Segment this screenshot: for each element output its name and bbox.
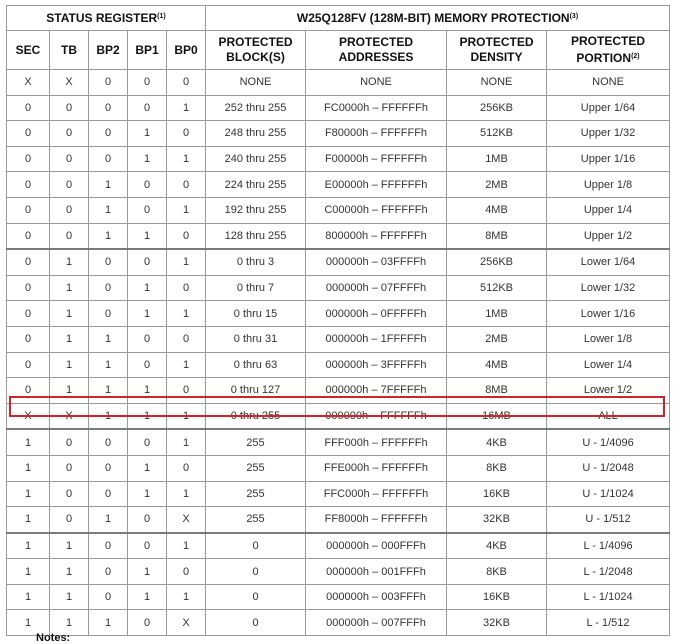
table-row — [7, 197, 670, 223]
col-protected-portion: PROTECTED PORTION$^{(2)}$ — [547, 31, 670, 70]
cell-bp1: 0 — [128, 610, 167, 636]
cell-bp2: 0 — [89, 121, 128, 147]
cell-bp1: 0 — [128, 197, 167, 223]
cell-addresses: NONE — [306, 70, 447, 96]
cell-tb: 0 — [50, 429, 89, 455]
cell-density: 2MB — [447, 172, 547, 198]
col-protected-blocks: PROTECTED BLOCK(S) — [206, 31, 306, 70]
cell-sec: 0 — [7, 249, 50, 275]
cell-addresses: FFF000h – FFFFFFh — [306, 429, 447, 455]
cell-bp2: 1 — [89, 223, 128, 249]
cell-blocks: 192 thru 255 — [206, 197, 306, 223]
cell-bp1: 1 — [128, 455, 167, 481]
cell-tb: 0 — [50, 481, 89, 507]
cell-bp1: 1 — [128, 121, 167, 147]
cell-bp1: 1 — [128, 275, 167, 301]
cell-sec: 0 — [7, 301, 50, 327]
col-bp2: BP2 — [89, 31, 128, 70]
cell-blocks: 255 — [206, 507, 306, 533]
cell-bp2: 0 — [89, 559, 128, 585]
cell-bp0: 0 — [167, 378, 206, 404]
cell-sec: 1 — [7, 507, 50, 533]
cell-density: 4KB — [447, 533, 547, 559]
cell-bp2: 0 — [89, 301, 128, 327]
cell-tb: 0 — [50, 507, 89, 533]
cell-blocks: 0 — [206, 559, 306, 585]
cell-bp2: 0 — [89, 429, 128, 455]
cell-blocks: NONE — [206, 70, 306, 96]
cell-bp0: 1 — [167, 403, 206, 429]
cell-portion: U - 1/4096 — [547, 429, 670, 455]
cell-bp2: 1 — [89, 507, 128, 533]
cell-blocks: 248 thru 255 — [206, 121, 306, 147]
cell-sec: X — [7, 70, 50, 96]
cell-bp2: 1 — [89, 610, 128, 636]
cell-portion: Upper 1/64 — [547, 95, 670, 121]
cell-bp0: 1 — [167, 481, 206, 507]
cell-blocks: 0 — [206, 533, 306, 559]
cell-tb: 1 — [50, 301, 89, 327]
table-row — [7, 533, 670, 559]
cell-bp0: 1 — [167, 146, 206, 172]
cell-density: 512KB — [447, 275, 547, 301]
cell-addresses: 000000h – 1FFFFFh — [306, 326, 447, 352]
cell-bp0: X — [167, 507, 206, 533]
cell-bp0: 0 — [167, 559, 206, 585]
cell-bp0: 1 — [167, 429, 206, 455]
cell-addresses: C00000h – FFFFFFh — [306, 197, 447, 223]
cell-blocks: 0 thru 63 — [206, 352, 306, 378]
cell-bp0: 0 — [167, 172, 206, 198]
cell-bp2: 0 — [89, 249, 128, 275]
cell-tb: 1 — [50, 610, 89, 636]
cell-portion: Lower 1/16 — [547, 301, 670, 327]
cell-addresses: 000000h – 001FFFh — [306, 559, 447, 585]
cell-bp1: 1 — [128, 146, 167, 172]
cell-bp1: 1 — [128, 301, 167, 327]
cell-tb: 1 — [50, 559, 89, 585]
cell-tb: X — [50, 403, 89, 429]
cell-addresses: 000000h – 03FFFFh — [306, 249, 447, 275]
cell-sec: X — [7, 403, 50, 429]
cell-bp1: 1 — [128, 223, 167, 249]
cell-blocks: 224 thru 255 — [206, 172, 306, 198]
cell-bp2: 1 — [89, 403, 128, 429]
cell-tb: 1 — [50, 533, 89, 559]
cell-addresses: F80000h – FFFFFFh — [306, 121, 447, 147]
cell-tb: 0 — [50, 146, 89, 172]
cell-blocks: 0 — [206, 584, 306, 610]
cell-blocks: 255 — [206, 481, 306, 507]
cell-portion: U - 1/512 — [547, 507, 670, 533]
cell-bp1: 0 — [128, 507, 167, 533]
cell-bp0: 1 — [167, 352, 206, 378]
table-row — [7, 95, 670, 121]
cell-bp1: 0 — [128, 326, 167, 352]
cell-bp1: 0 — [128, 95, 167, 121]
col-tb: TB — [50, 31, 89, 70]
cell-portion: Upper 1/2 — [547, 223, 670, 249]
cell-tb: 1 — [50, 378, 89, 404]
cell-blocks: 252 thru 255 — [206, 95, 306, 121]
cell-tb: 1 — [50, 326, 89, 352]
cell-density: 32KB — [447, 610, 547, 636]
cell-portion: Lower 1/64 — [547, 249, 670, 275]
cell-bp1: 0 — [128, 352, 167, 378]
cell-sec: 0 — [7, 326, 50, 352]
cell-portion: NONE — [547, 70, 670, 96]
cell-addresses: 000000h – FFFFFFh — [306, 403, 447, 429]
cell-tb: 1 — [50, 275, 89, 301]
cell-bp0: 1 — [167, 533, 206, 559]
cell-bp2: 0 — [89, 146, 128, 172]
cell-addresses: 000000h – 7FFFFFh — [306, 378, 447, 404]
table-row — [7, 481, 670, 507]
col-protected-addresses: PROTECTED ADDRESSES — [306, 31, 447, 70]
cell-bp2: 0 — [89, 455, 128, 481]
cell-bp1: 0 — [128, 172, 167, 198]
cell-portion: ALL — [547, 403, 670, 429]
cell-blocks: 0 thru 31 — [206, 326, 306, 352]
cell-density: 4KB — [447, 429, 547, 455]
cell-density: 512KB — [447, 121, 547, 147]
cell-bp0: X — [167, 610, 206, 636]
table-row — [7, 507, 670, 533]
cell-addresses: FF8000h – FFFFFFh — [306, 507, 447, 533]
cell-sec: 0 — [7, 146, 50, 172]
cell-addresses: FC0000h – FFFFFFh — [306, 95, 447, 121]
cell-density: 256KB — [447, 95, 547, 121]
cell-blocks: 128 thru 255 — [206, 223, 306, 249]
cell-portion: L - 1/1024 — [547, 584, 670, 610]
cell-sec: 0 — [7, 378, 50, 404]
cell-tb: 1 — [50, 249, 89, 275]
cell-addresses: 000000h – 0FFFFFh — [306, 301, 447, 327]
col-protected-density: PROTECTED DENSITY — [447, 31, 547, 70]
cell-sec: 1 — [7, 559, 50, 585]
cell-portion: Lower 1/4 — [547, 352, 670, 378]
table-row — [7, 429, 670, 455]
cell-sec: 0 — [7, 352, 50, 378]
cell-density: 4MB — [447, 352, 547, 378]
table-row — [7, 249, 670, 275]
table-row — [7, 70, 670, 96]
table-row — [7, 584, 670, 610]
table-row — [7, 352, 670, 378]
cell-sec: 1 — [7, 455, 50, 481]
cell-bp2: 1 — [89, 378, 128, 404]
cell-sec: 0 — [7, 121, 50, 147]
cell-bp2: 1 — [89, 352, 128, 378]
cell-bp2: 0 — [89, 533, 128, 559]
cell-addresses: FFE000h – FFFFFFh — [306, 455, 447, 481]
status-register-header: STATUS REGISTER$^{(1)}$ — [7, 6, 206, 31]
cell-bp1: 1 — [128, 559, 167, 585]
table-row — [7, 121, 670, 147]
cell-portion: Upper 1/16 — [547, 146, 670, 172]
cell-density: 8MB — [447, 223, 547, 249]
cell-sec: 1 — [7, 610, 50, 636]
cell-sec: 1 — [7, 584, 50, 610]
cell-sec: 0 — [7, 223, 50, 249]
cell-bp0: 0 — [167, 121, 206, 147]
cell-tb: 0 — [50, 95, 89, 121]
cell-bp1: 0 — [128, 70, 167, 96]
cell-blocks: 240 thru 255 — [206, 146, 306, 172]
cell-bp2: 0 — [89, 275, 128, 301]
cell-blocks: 255 — [206, 429, 306, 455]
cell-sec: 1 — [7, 533, 50, 559]
cell-bp2: 0 — [89, 481, 128, 507]
cell-bp2: 1 — [89, 197, 128, 223]
table-row — [7, 275, 670, 301]
cell-portion: L - 1/512 — [547, 610, 670, 636]
cell-tb: 1 — [50, 584, 89, 610]
memory-protection-header: W25Q128FV (128M-BIT) MEMORY PROTECTION$^{(3)}$ — [206, 6, 670, 31]
cell-density: 1MB — [447, 301, 547, 327]
table-row — [7, 326, 670, 352]
cell-sec: 0 — [7, 172, 50, 198]
cell-density: 8MB — [447, 378, 547, 404]
cell-sec: 0 — [7, 197, 50, 223]
cell-addresses: F00000h – FFFFFFh — [306, 146, 447, 172]
cell-density: 16KB — [447, 584, 547, 610]
cell-tb: 0 — [50, 223, 89, 249]
cell-tb: X — [50, 70, 89, 96]
cell-tb: 0 — [50, 455, 89, 481]
cell-addresses: 000000h – 007FFFh — [306, 610, 447, 636]
cell-addresses: FFC000h – FFFFFFh — [306, 481, 447, 507]
col-sec: SEC — [7, 31, 50, 70]
table-row — [7, 378, 670, 404]
cell-portion: Upper 1/4 — [547, 197, 670, 223]
cell-bp2: 0 — [89, 95, 128, 121]
table-body — [7, 70, 670, 636]
cell-tb: 0 — [50, 172, 89, 198]
cell-bp2: 0 — [89, 584, 128, 610]
cell-density: 32KB — [447, 507, 547, 533]
cell-bp0: 0 — [167, 70, 206, 96]
cell-bp0: 0 — [167, 455, 206, 481]
cell-bp0: 0 — [167, 275, 206, 301]
cell-blocks: 0 thru 3 — [206, 249, 306, 275]
table-row — [7, 146, 670, 172]
cell-density: 8KB — [447, 559, 547, 585]
cell-density: NONE — [447, 70, 547, 96]
table-row — [7, 172, 670, 198]
cell-sec: 0 — [7, 95, 50, 121]
col-bp1: BP1 — [128, 31, 167, 70]
cell-density: 2MB — [447, 326, 547, 352]
cell-portion: Lower 1/32 — [547, 275, 670, 301]
cell-bp2: 1 — [89, 326, 128, 352]
cell-bp0: 1 — [167, 95, 206, 121]
cell-sec: 1 — [7, 481, 50, 507]
cell-blocks: 0 thru 15 — [206, 301, 306, 327]
cell-density: 4MB — [447, 197, 547, 223]
cell-bp0: 0 — [167, 326, 206, 352]
table-row — [7, 403, 670, 429]
table-row — [7, 610, 670, 636]
table-row — [7, 223, 670, 249]
cell-blocks: 255 — [206, 455, 306, 481]
table-row — [7, 301, 670, 327]
notes-label: Notes: — [36, 632, 71, 644]
cell-density: 1MB — [447, 146, 547, 172]
cell-portion: Upper 1/32 — [547, 121, 670, 147]
cell-bp1: 0 — [128, 533, 167, 559]
cell-addresses: 000000h – 3FFFFFh — [306, 352, 447, 378]
cell-bp1: 1 — [128, 378, 167, 404]
cell-portion: L - 1/2048 — [547, 559, 670, 585]
cell-sec: 0 — [7, 275, 50, 301]
cell-portion: U - 1/1024 — [547, 481, 670, 507]
cell-blocks: 0 thru 7 — [206, 275, 306, 301]
cell-tb: 0 — [50, 197, 89, 223]
cell-portion: Lower 1/8 — [547, 326, 670, 352]
cell-density: 16MB — [447, 403, 547, 429]
cell-addresses: 000000h – 003FFFh — [306, 584, 447, 610]
cell-bp1: 1 — [128, 584, 167, 610]
cell-blocks: 0 thru 127 — [206, 378, 306, 404]
cell-addresses: 000000h – 000FFFh — [306, 533, 447, 559]
cell-blocks: 0 — [206, 610, 306, 636]
cell-bp0: 1 — [167, 301, 206, 327]
cell-tb: 1 — [50, 352, 89, 378]
memory-protection-table — [6, 5, 670, 636]
cell-sec: 1 — [7, 429, 50, 455]
cell-bp0: 0 — [167, 223, 206, 249]
cell-density: 8KB — [447, 455, 547, 481]
cell-bp0: 1 — [167, 249, 206, 275]
cell-bp2: 0 — [89, 70, 128, 96]
cell-bp1: 1 — [128, 481, 167, 507]
table-row — [7, 455, 670, 481]
cell-tb: 0 — [50, 121, 89, 147]
cell-portion: Lower 1/2 — [547, 378, 670, 404]
table-row — [7, 559, 670, 585]
cell-addresses: 800000h – FFFFFFh — [306, 223, 447, 249]
cell-density: 256KB — [447, 249, 547, 275]
cell-portion: Upper 1/8 — [547, 172, 670, 198]
cell-bp1: 1 — [128, 403, 167, 429]
cell-bp1: 0 — [128, 249, 167, 275]
cell-addresses: E00000h – FFFFFFh — [306, 172, 447, 198]
cell-bp2: 1 — [89, 172, 128, 198]
col-bp0: BP0 — [167, 31, 206, 70]
cell-portion: L - 1/4096 — [547, 533, 670, 559]
cell-addresses: 000000h – 07FFFFh — [306, 275, 447, 301]
cell-portion: U - 1/2048 — [547, 455, 670, 481]
cell-bp0: 1 — [167, 197, 206, 223]
cell-bp1: 0 — [128, 429, 167, 455]
cell-bp0: 1 — [167, 584, 206, 610]
cell-blocks: 0 thru 255 — [206, 403, 306, 429]
cell-density: 16KB — [447, 481, 547, 507]
